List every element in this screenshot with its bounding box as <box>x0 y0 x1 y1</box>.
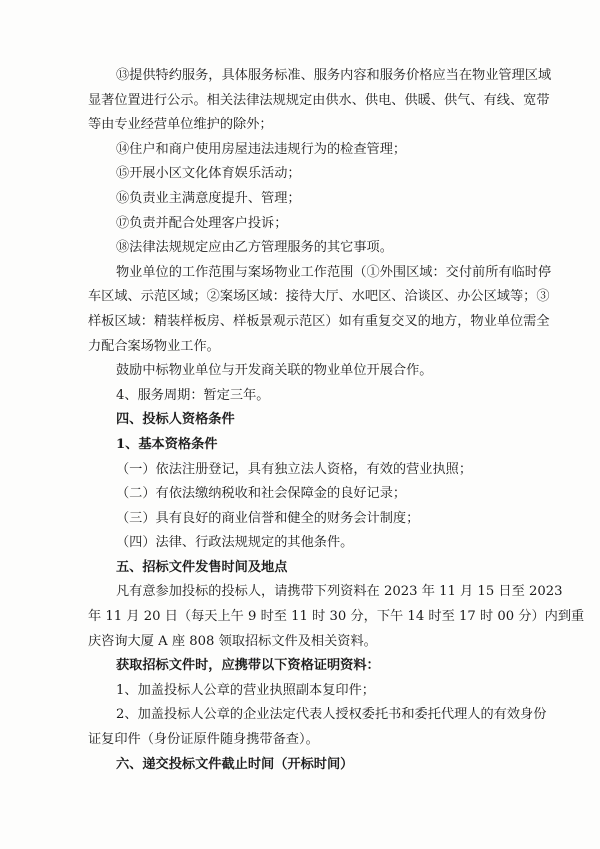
text-line: 证复印件（身份证原件随身携带备查）。 <box>88 732 319 748</box>
section-heading: 获取招标文件时，应携带以下资格证明资料： <box>116 658 380 674</box>
text-line: 年 11 月 20 日（每天上午 9 时至 11 时 30 分，下午 14 时至 17 时 00 分）内到重 <box>88 609 585 625</box>
text-line: 显著位置进行公示。相关法律法规规定由供水、供电、供暖、供气、有线、宽带 <box>88 92 550 108</box>
text-line: 等由专业经营单位维护的除外； <box>88 117 273 133</box>
text-line: 车区域、示范区域；②案场区域：接待大厅、水吧区、洽谈区、办公区域等；③ <box>88 289 550 305</box>
text-line: 力配合案场物业工作。 <box>88 338 220 354</box>
text-line: （三）具有良好的商业信誉和健全的财务会计制度； <box>116 510 420 526</box>
section-heading: 五、招标文件发售时间及地点 <box>116 559 288 575</box>
text-line: 样板区域：精装样板房、样板景观示范区）如有重复交叉的地方，物业单位需全 <box>88 313 550 329</box>
text-line: （四）法律、行政法规规定的其他条件。 <box>116 535 354 551</box>
text-line: 4、服务周期：暂定三年。 <box>116 387 270 403</box>
text-line: 物业单位的工作范围与案场物业工作范围（①外围区域：交付前所有临时停 <box>116 264 552 280</box>
text-line: ⑰负责并配合处理客户投诉； <box>116 215 288 231</box>
document-body <box>88 64 585 777</box>
text-line: ⑱法律法规规定应由乙方管理服务的其它事项。 <box>116 240 393 256</box>
text-line: 凡有意参加投标的投标人，请携带下列资料在 2023 年 11 月 15 日至 2023 <box>116 584 563 600</box>
text-line: （一）依法注册登记，具有独立法人资格，有效的营业执照； <box>116 461 473 477</box>
text-line: ⑭住户和商户使用房屋违法违规行为的检查管理； <box>116 141 407 157</box>
section-heading: 1、基本资格条件 <box>116 436 218 452</box>
section-heading: 六、递交投标文件截止时间（开标时间） <box>116 756 354 772</box>
text-line: 1、加盖投标人公章的营业执照副本复印件； <box>116 682 375 698</box>
text-line: ⑯负责业主满意度提升、管理； <box>116 190 301 206</box>
text-line: 2、加盖投标人公章的企业法定代表人授权委托书和委托代理人的有效身份 <box>116 707 547 723</box>
text-line: 庆咨询大厦 A 座 808 领取招标文件及相关资料。 <box>88 633 377 649</box>
text-line: ⑮开展小区文化体育娱乐活动； <box>116 166 301 182</box>
text-line: （二）有依法缴纳税收和社会保障金的良好记录； <box>116 486 407 502</box>
text-line: 鼓励中标物业单位与开发商关联的物业单位开展合作。 <box>116 363 433 379</box>
section-heading: 四、投标人资格条件 <box>116 412 235 428</box>
text-line: ⑬提供特约服务，具体服务标准、服务内容和服务价格应当在物业管理区域 <box>116 68 552 83</box>
